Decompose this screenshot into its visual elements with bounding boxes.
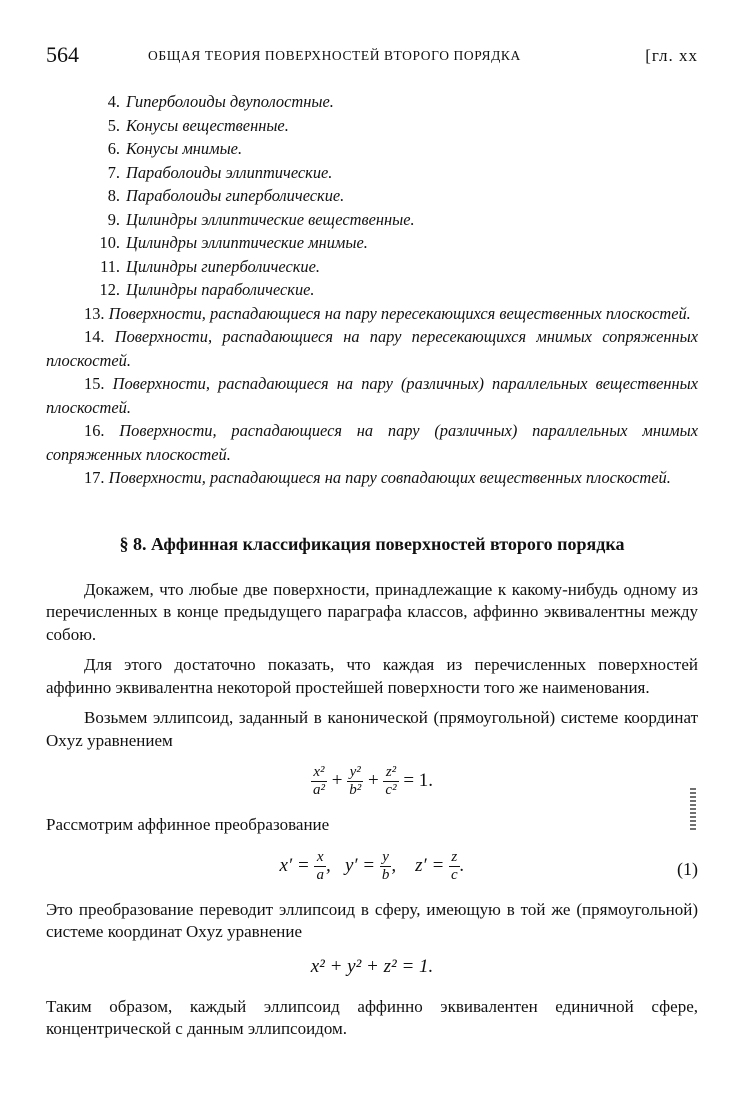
list-item: 11. Цилиндры гиперболические. bbox=[100, 256, 320, 276]
list-item: 8. Параболоиды гиперболические. bbox=[107, 186, 345, 205]
paragraph: Таким образом, каждый эллипсоид аффинно эквивалентен единичной сфере, концентрической с данным эллипсоидом. bbox=[46, 996, 698, 1038]
list-item: 12. Цилиндры параболические. bbox=[99, 280, 315, 299]
page-number: 564 bbox=[46, 42, 79, 67]
page bbox=[46, 40, 698, 1041]
running-title: ОБЩАЯ ТЕОРИЯ ПОВЕРХНОСТЕЙ ВТОРОГО ПОРЯДКА bbox=[148, 48, 521, 63]
paragraph: Это преобразование переводит эллипсоид в сферу, имеющую в той же (прямоугольной) системе координат Oxyz уравнение bbox=[46, 899, 698, 941]
sphere-equation: x² + y² + z² = 1. bbox=[310, 955, 434, 977]
ellipsoid-equation: $\frac{\text{x²}}{\text{a²}}$ + $\frac{\text{y²}}{\text{b²}}$ + $\frac{\text{z²}}{\text{c²}}$ = 1. bbox=[312, 764, 434, 798]
list-item: 15. Поверхности, распадающиеся на пару (различных) параллельных вещественных плоскостей. bbox=[46, 374, 698, 417]
class-list bbox=[46, 90, 698, 490]
list-item: 10. Цилиндры эллиптические мнимые. bbox=[99, 233, 368, 252]
list-item: 14. Поверхности, распадающиеся на пару пересекающихся мнимых сопряженных плоскостей. bbox=[46, 327, 698, 370]
list-item: 9. Цилиндры эллиптические вещественные. bbox=[107, 209, 415, 229]
margin-mark bbox=[690, 788, 696, 830]
section-title: § 8. Аффинная классификация поверхностей второго порядка bbox=[119, 533, 625, 554]
paragraph: Возьмем эллипсоид, заданный в канонической (прямоугольной) системе координат Oxyz уравнением bbox=[46, 708, 698, 750]
list-item: 17. Поверхности, распадающиеся на пару совпадающих вещественных плоскостей. bbox=[84, 468, 671, 487]
page-header bbox=[46, 40, 698, 68]
list-item: 4. Гиперболоиды двуполостные. bbox=[107, 92, 334, 111]
list-item: 7. Параболоиды эллиптические. bbox=[107, 162, 333, 182]
list-item: 5. Конусы вещественные. bbox=[107, 115, 289, 135]
list-item: 6. Конусы мнимые. bbox=[107, 139, 243, 158]
paragraph: Для этого достаточно показать, что каждая из перечисленных поверхностей аффинно эквивалентна некоторой простейшей поверхности того же наименования. bbox=[46, 655, 698, 697]
paragraph: Докажем, что любые две поверхности, принадлежащие к какому-нибудь одному из перечисленных в конце предыдущего параграфа классов, аффинно эквивалентны между собою. bbox=[46, 579, 698, 644]
equation-number: (1) bbox=[677, 858, 698, 879]
list-item: 16. Поверхности, распадающиеся на пару (различных) параллельных мнимых сопряженных плоскостей. bbox=[46, 421, 698, 464]
chapter-marker: [гл. xx bbox=[645, 46, 698, 65]
list-item: 13. Поверхности, распадающиеся на пару пересекающихся вещественных плоскостей. bbox=[84, 303, 691, 323]
affine-transform-equation: x′ = $\frac{x}{a}$ , y′ = $\frac{y}{b}$ , z′ = $\frac{z}{c}$ . (1) bbox=[279, 848, 698, 883]
paragraph: Рассмотрим аффинное преобразование bbox=[46, 815, 330, 834]
